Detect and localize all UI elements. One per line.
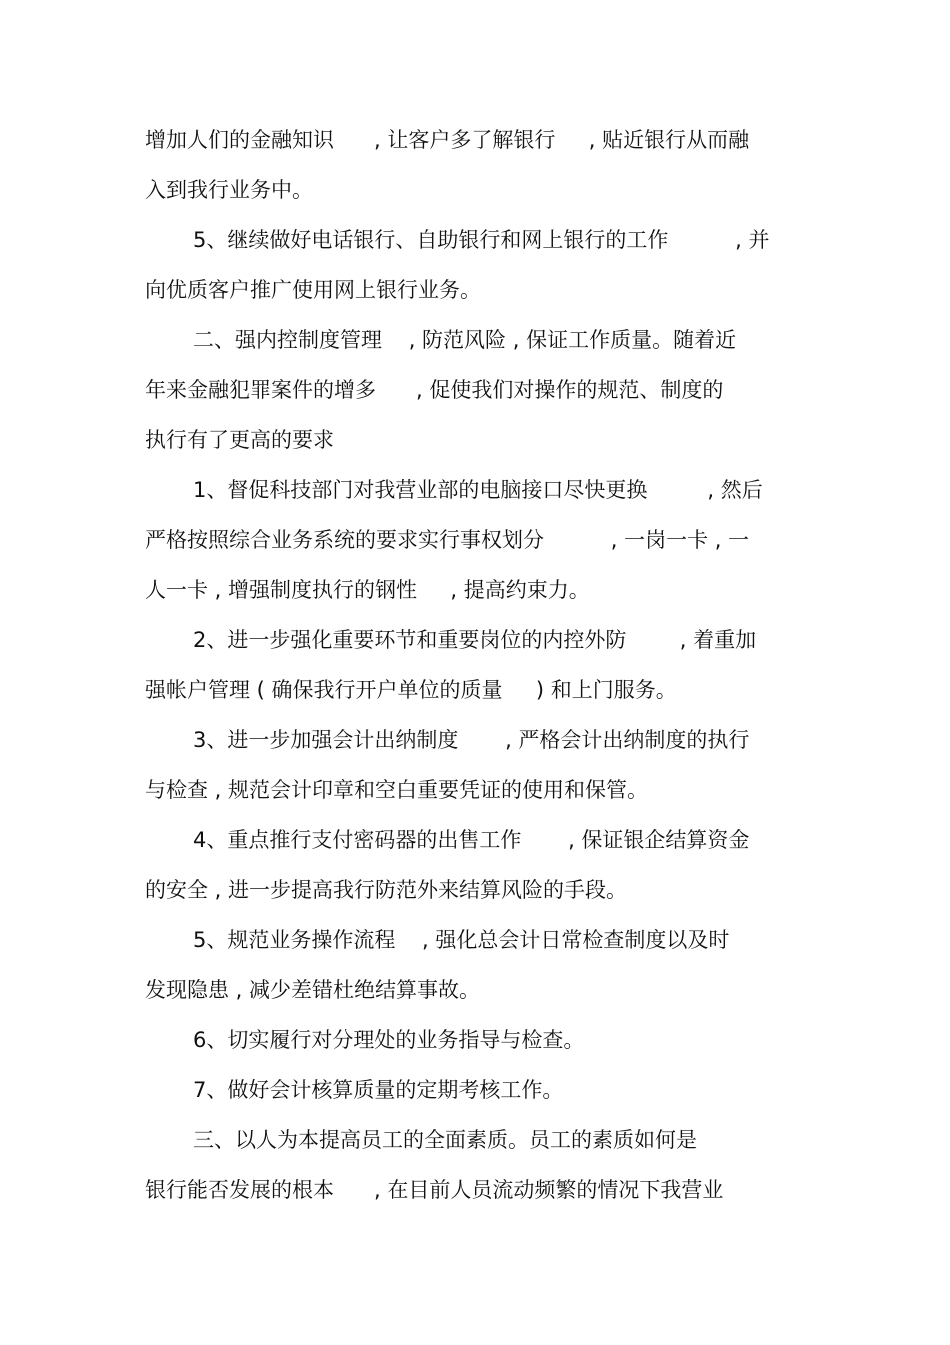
- text-line: 6、切实履行对分理处的业务指导与检查。: [193, 1028, 585, 1052]
- text-line: 增加人们的金融知识 , 让客户多了解银行 , 贴近银行从而融: [145, 128, 750, 152]
- text-line: 3、进一步加强会计出纳制度 , 严格会计出纳制度的执行: [193, 728, 750, 752]
- text-line: 强帐户管理 ( 确保我行开户单位的质量 ) 和上门服务。: [145, 678, 677, 702]
- text-line: 4、重点推行支付密码器的出售工作 , 保证银企结算资金: [193, 828, 750, 852]
- text-line: 5、继续做好电话银行、自助银行和网上银行的工作 , 并: [193, 228, 770, 252]
- text-line: 严格按照综合业务系统的要求实行事权划分 , 一岗一卡 , 一: [145, 528, 750, 552]
- text-line: 的安全 , 进一步提高我行防范外来结算风险的手段。: [145, 878, 628, 902]
- text-line: 入到我行业务中。: [145, 178, 313, 202]
- text-line: 三、以人为本提高员工的全面素质。员工的素质如何是: [193, 1128, 697, 1152]
- text-line: 2、进一步强化重要环节和重要岗位的内控外防 , 着重加: [193, 628, 757, 652]
- text-line: 7、做好会计核算质量的定期考核工作。: [193, 1078, 564, 1102]
- text-line: 执行有了更高的要求: [145, 428, 334, 452]
- text-line: 年来金融犯罪案件的增多 , 促使我们对操作的规范、制度的: [145, 378, 724, 402]
- text-line: 5、规范业务操作流程 , 强化总会计日常检查制度以及时: [193, 928, 730, 952]
- text-line: 银行能否发展的根本 , 在目前人员流动频繁的情况下我营业: [145, 1178, 724, 1202]
- text-line: 发现隐患 , 减少差错杜绝结算事故。: [145, 978, 481, 1002]
- text-line: 二、强内控制度管理 , 防范风险 , 保证工作质量。随着近: [193, 328, 737, 352]
- text-line: 1、督促科技部门对我营业部的电脑接口尽快更换 , 然后: [193, 478, 763, 502]
- text-line: 人一卡 , 增强制度执行的钢性 , 提高约束力。: [145, 578, 590, 602]
- text-line: 与检查 , 规范会计印章和空白重要凭证的使用和保管。: [145, 778, 649, 802]
- text-line: 向优质客户推广使用网上银行业务。: [145, 278, 481, 302]
